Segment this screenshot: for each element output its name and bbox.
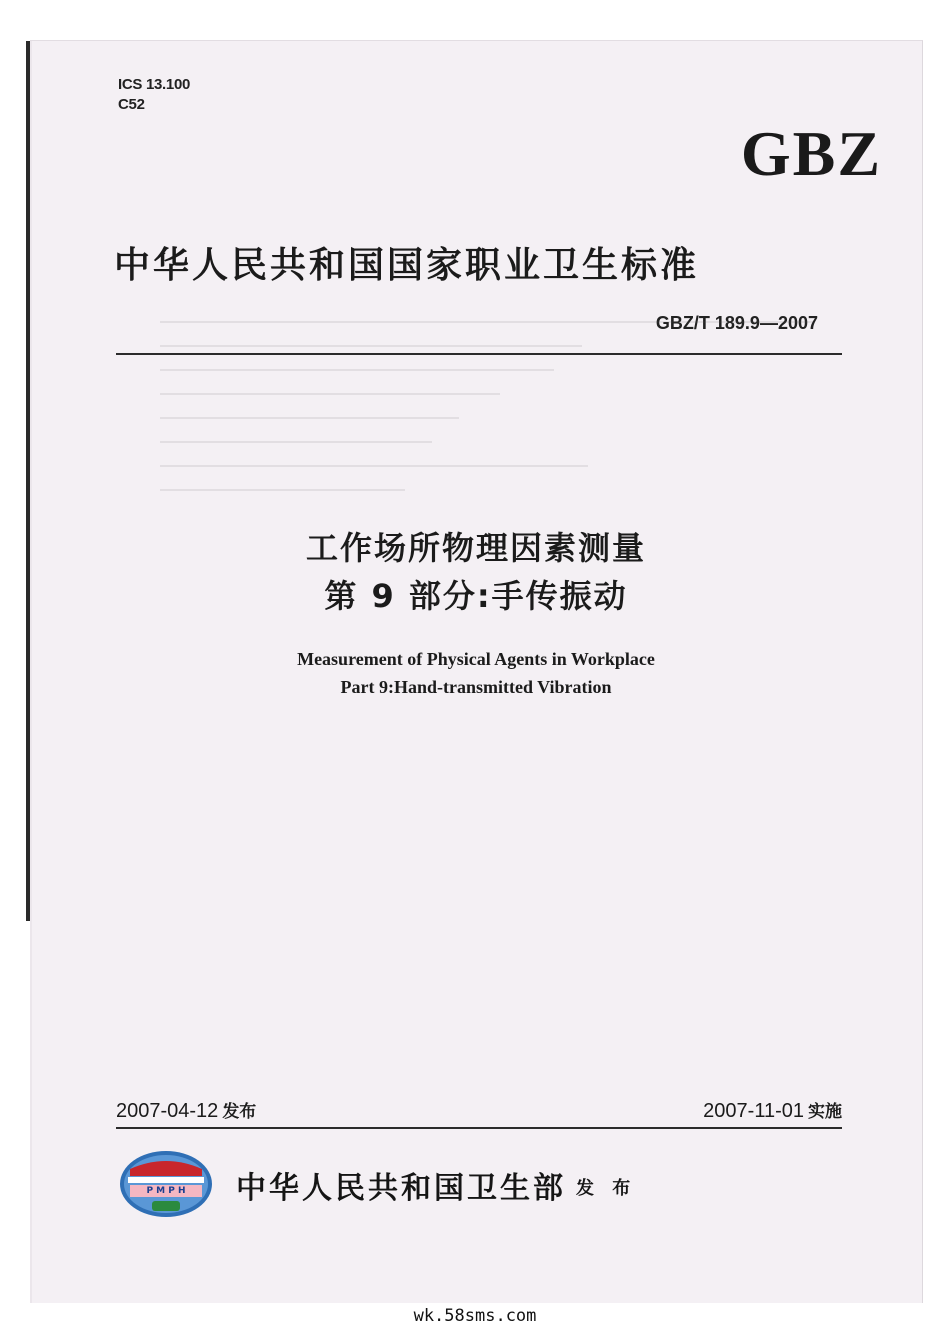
title-cn-line1: 工作场所物理因素测量 [305, 529, 646, 567]
publisher-line [236, 1163, 636, 1207]
standard-mark: GBZ [740, 118, 882, 189]
logo-letters: P M P H [146, 1186, 186, 1196]
implement-suffix: 实施 [808, 1102, 842, 1122]
classification-codes [118, 75, 190, 115]
document-page [30, 40, 923, 1303]
issue-date: 2007-04-12 [116, 1100, 219, 1122]
publisher-action: 发 布 [576, 1178, 637, 1199]
standard-number: GBZ/T 189.9—2007 [655, 313, 818, 333]
title-en-line2: Part 9:Hand-transmitted Vibration [340, 677, 612, 697]
show-through-text [160, 299, 840, 529]
implement-date-block [703, 1097, 842, 1123]
standard-type-title: 中华人民共和国国家职业卫生标准 [114, 245, 700, 286]
page-edge-shadow [26, 41, 30, 921]
issue-suffix: 发布 [222, 1102, 257, 1122]
implement-date: 2007-11-01 [703, 1100, 804, 1122]
site-watermark: wk.58sms.com [413, 1306, 537, 1326]
ccs-code: C52 [118, 96, 145, 113]
footer-rule [116, 1127, 842, 1129]
ics-code: ICS 13.100 [118, 76, 191, 93]
issue-date-block [116, 1097, 256, 1123]
publisher-logo [118, 1149, 214, 1219]
title-en-line1: Measurement of Physical Agents in Workplace [297, 649, 655, 669]
title-cn-line2: 第 9 部分:手传振动 [324, 577, 628, 615]
publisher-name: 中华人民共和国卫生部 [236, 1171, 566, 1206]
